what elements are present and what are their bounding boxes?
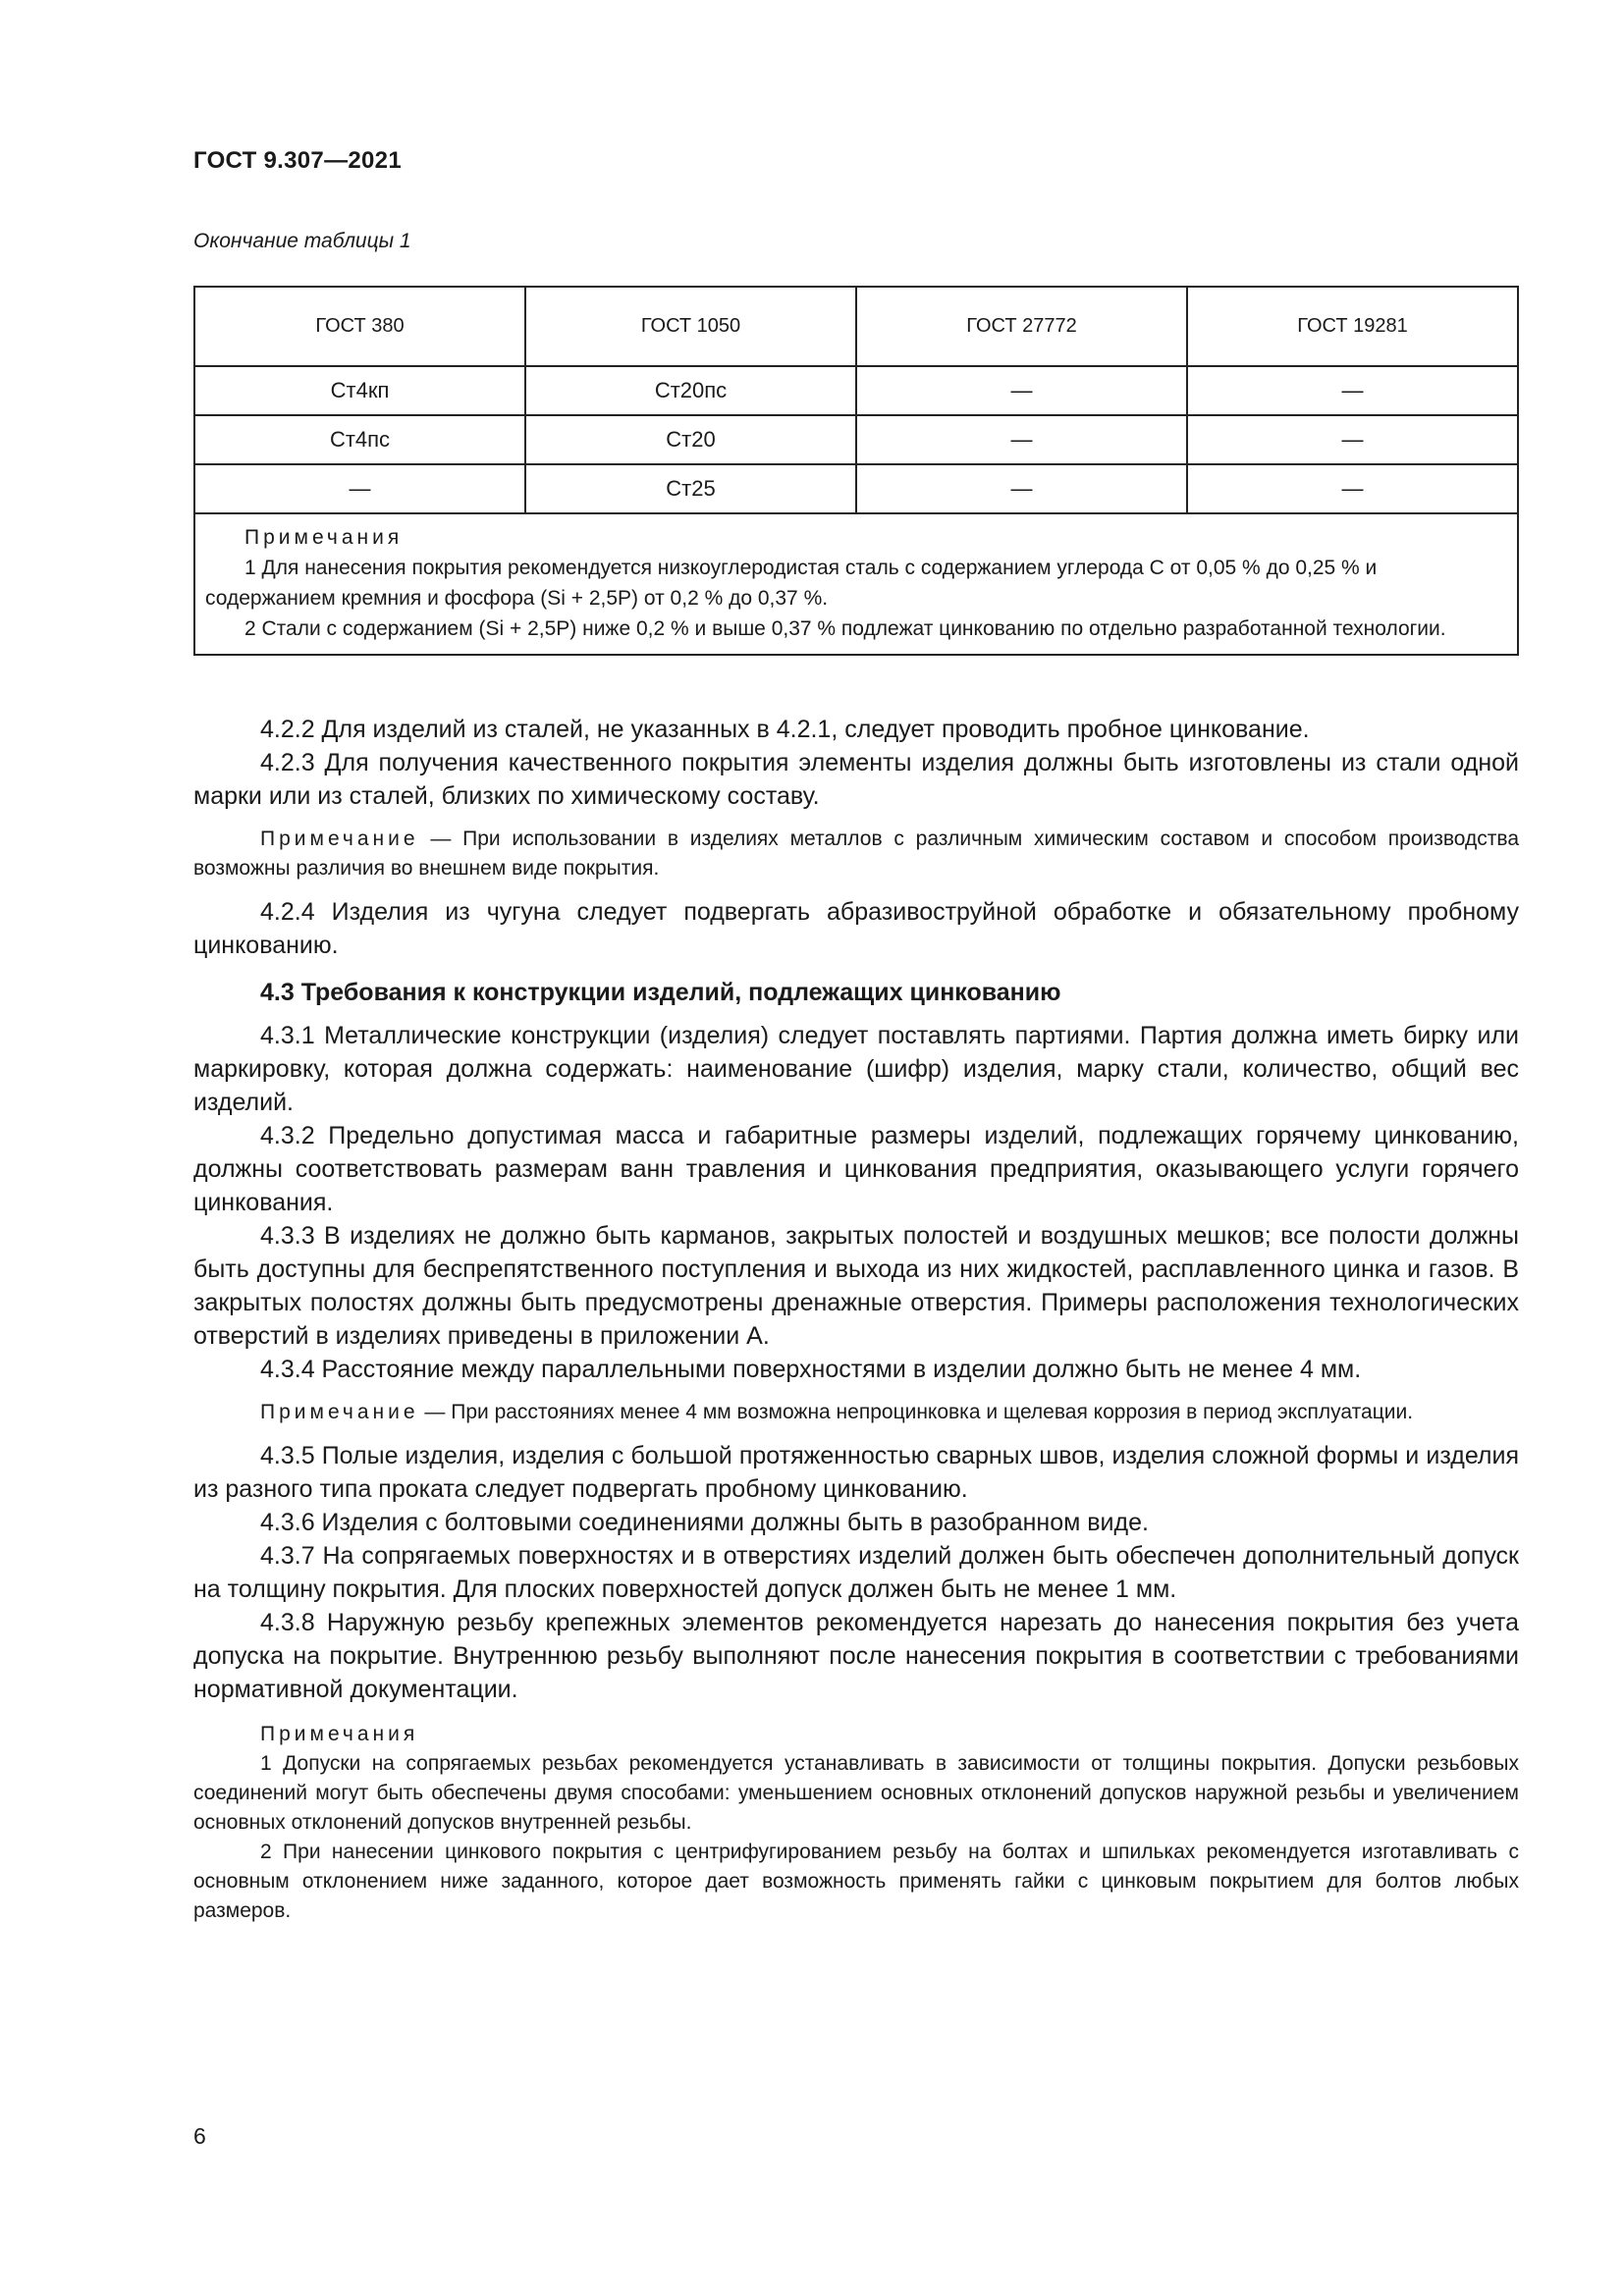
note-text: — При расстояниях менее 4 мм возможна непроцинковка и щелевая коррозия в период эксплуатации. [418,1401,1414,1423]
paragraph-4-3-5: 4.3.5 Полые изделия, изделия с большой протяженностью сварных швов, изделия сложной формы и изделия из разного типа проката следует подвергать пробному цинкованию. [193,1442,1519,1503]
table-cell: — [856,464,1187,513]
table-note-1: 1 Для нанесения покрытия рекомендуется низкоуглеродистая сталь с содержанием углерода С от 0,05 % до 0,25 % и содержанием кремния и фосфора (Si + 2,5P) от 0,2 % до 0,37 %. [205,557,1378,610]
table-notes [194,513,1518,655]
paragraph-4-3-4: 4.3.4 Расстояние между параллельными поверхностями в изделии должно быть не менее 4 мм. [260,1356,1362,1383]
note-item-1: 1 Допуски на сопрягаемых резьбах рекомендуется устанавливать в зависимости от толщины покрытия. Допуски резьбовых соединений могут быть обеспечены двумя способами: уменьшением основных отклонений допусков наружной резьбы и увеличением основных отклонений допусков внутренней резьбы. [193,1752,1519,1834]
table-cell: — [1187,415,1518,464]
table-cell: — [1187,464,1518,513]
table-row [194,464,1518,513]
paragraph-4-3-1: 4.3.1 Металлические конструкции (изделия) следует поставлять партиями. Партия должна иметь бирку или маркировку, которая должна содержать: наименование (шифр) изделия, марку стали, количество, общий вес изделий. [193,1022,1519,1116]
note-1 [193,825,1519,883]
table-caption: Окончание таблицы 1 [193,230,411,252]
document-body [193,713,1519,1926]
table-notes-row [194,513,1518,655]
table-cell: — [1187,366,1518,415]
notes-title: Примечания [260,1723,419,1745]
table-note-2: 2 Стали с содержанием (Si + 2,5P) ниже 0,2 % и выше 0,37 % подлежат цинкованию по отдельно разработанной технологии. [244,617,1446,640]
note-item-2: 2 При нанесении цинкового покрытия с центрифугированием резьбу на болтах и шпильках рекомендуется изготавливать с основным отклонением ниже заданного, которое дает возможность применять гайки с цинковым покрытием для болтов любых размеров. [193,1841,1519,1922]
paragraph-4-3-3: 4.3.3 В изделиях не должно быть карманов, закрытых полостей и воздушных мешков; все полости должны быть доступны для беспрепятственного поступления и выхода из них жидкостей, расплавленного цинка и газов. В закрытых полостях должны быть предусмотрены дренажные отверстия. Примеры расположения технологических отверстий в изделиях приведены в приложении А. [193,1222,1519,1350]
table-cell: Ст4кп [194,366,525,415]
paragraph-4-3-2: 4.3.2 Предельно допустимая масса и габаритные размеры изделий, подлежащих горячему цинкованию, должны соответствовать размерам ванн травления и цинкования предприятия, оказывающего услуги горячего цинкования. [193,1122,1519,1216]
steel-grades-table [193,286,1519,656]
table-header-cell: ГОСТ 27772 [856,287,1187,366]
note-label: Примечание [260,1401,419,1423]
table-header-cell: ГОСТ 1050 [525,287,856,366]
table-1 [193,286,1519,656]
paragraph-4-3-7: 4.3.7 На сопрягаемых поверхностях и в отверстиях изделий должен быть обеспечен дополнительный допуск на толщину покрытия. Для плоских поверхностей допуск должен быть не менее 1 мм. [193,1542,1519,1603]
table-cell: Ст20 [525,415,856,464]
section-heading-4-3: 4.3 Требования к конструкции изделий, подлежащих цинкованию [260,979,1061,1006]
paragraph-4-2-3: 4.2.3 Для получения качественного покрытия элементы изделия должны быть изготовлены из стали одной марки или из сталей, близких по химическому составу. [193,749,1519,810]
table-cell: Ст25 [525,464,856,513]
table-row [194,415,1518,464]
table-header-cell: ГОСТ 380 [194,287,525,366]
page-number: 6 [193,2123,206,2149]
paragraph-4-2-2: 4.2.2 Для изделий из сталей, не указанных в 4.2.1, следует проводить пробное цинкование. [260,716,1310,743]
table-cell: Ст20пс [525,366,856,415]
table-cell: — [856,366,1187,415]
table-row [194,366,1518,415]
note-2 [193,1398,1519,1427]
table-notes-title: Примечания [244,526,404,549]
table-header-cell: ГОСТ 19281 [1187,287,1518,366]
paragraph-4-3-8: 4.3.8 Наружную резьбу крепежных элементов рекомендуется нарезать до нанесения покрытия без учета допуска на покрытие. Внутреннюю резьбу выполняют после нанесения покрытия в соответствии с требованиями нормативной документации. [193,1609,1519,1703]
paragraph-4-2-4: 4.2.4 Изделия из чугуна следует подвергать абразивоструйной обработке и обязательному пробному цинкованию. [193,898,1519,959]
table-cell: Ст4пс [194,415,525,464]
note-label: Примечание [260,828,419,850]
table-cell: — [856,415,1187,464]
table-cell: — [194,464,525,513]
note-text: — При использовании в изделиях металлов с различным химическим составом и способом производства возможны различия во внешнем виде покрытия. [193,828,1519,880]
table-header-row [194,287,1518,366]
paragraph-4-3-6: 4.3.6 Изделия с болтовыми соединениями должны быть в разобранном виде. [260,1509,1149,1536]
document-header: ГОСТ 9.307—2021 [193,147,402,174]
